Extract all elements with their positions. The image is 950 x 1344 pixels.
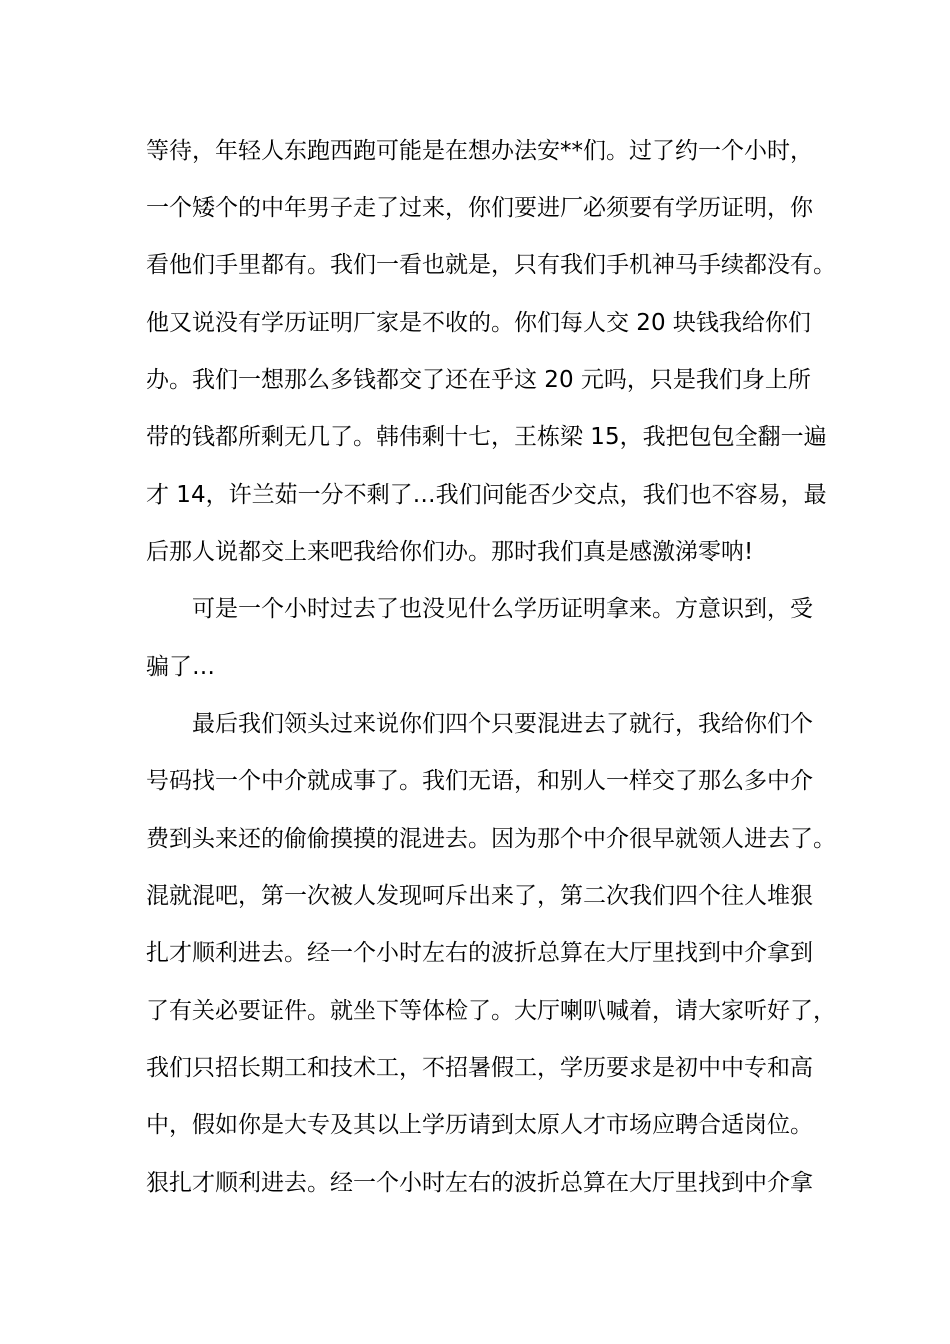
text-line-6: 带的钱都所剩无几了。韩伟剩十七，王栋梁 15，我把包包全翻一遍	[146, 424, 827, 450]
text-line-7: 才 14，许兰茹一分不剩了…我们问能否少交点，我们也不容易，最	[146, 482, 827, 508]
text-line-1: 等待，年轻人东跑西跑可能是在想办法安**们。过了约一个小时，	[146, 138, 813, 164]
text-line-17: 我们只招长期工和技术工，不招暑假工，学历要求是初中中专和高	[146, 1055, 813, 1081]
text-line-13: 费到头来还的偷偷摸摸的混进去。因为那个中介很早就领人进去了。	[146, 826, 836, 852]
text-line-3: 看他们手里都有。我们一看也就是，只有我们手机神马手续都没有。	[146, 252, 836, 278]
text-line-11: 最后我们领头过来说你们四个只要混进去了就行，我给你们个	[192, 711, 813, 737]
text-line-9: 可是一个小时过去了也没见什么学历证明拿来。方意识到，受	[192, 596, 813, 622]
text-line-19: 狠扎才顺利进去。经一个小时左右的波折总算在大厅里找到中介拿	[146, 1170, 813, 1196]
text-line-4: 他又说没有学历证明厂家是不收的。你们每人交 20 块钱我给你们	[146, 310, 811, 336]
text-line-8: 后那人说都交上来吧我给你们办。那时我们真是感激涕零呐!	[146, 539, 754, 565]
text-line-14: 混就混吧，第一次被人发现呵斥出来了，第二次我们四个往人堆狠	[146, 883, 813, 909]
text-line-12: 号码找一个中介就成事了。我们无语，和别人一样交了那么多中介	[146, 768, 813, 794]
text-line-16: 了有关必要证件。就坐下等体检了。大厅喇叭喊着，请大家听好了，	[146, 998, 836, 1024]
text-line-10: 骗了…	[146, 654, 215, 680]
text-line-18: 中，假如你是大专及其以上学历请到太原人才市场应聘合适岗位。	[146, 1112, 813, 1138]
text-line-2: 一个矮个的中年男子走了过来，你们要进厂必须要有学历证明，你	[146, 195, 813, 221]
text-line-15: 扎才顺利进去。经一个小时左右的波折总算在大厅里找到中介拿到	[146, 940, 813, 966]
text-line-5: 办。我们一想那么多钱都交了还在乎这 20 元吗，只是我们身上所	[146, 367, 811, 393]
